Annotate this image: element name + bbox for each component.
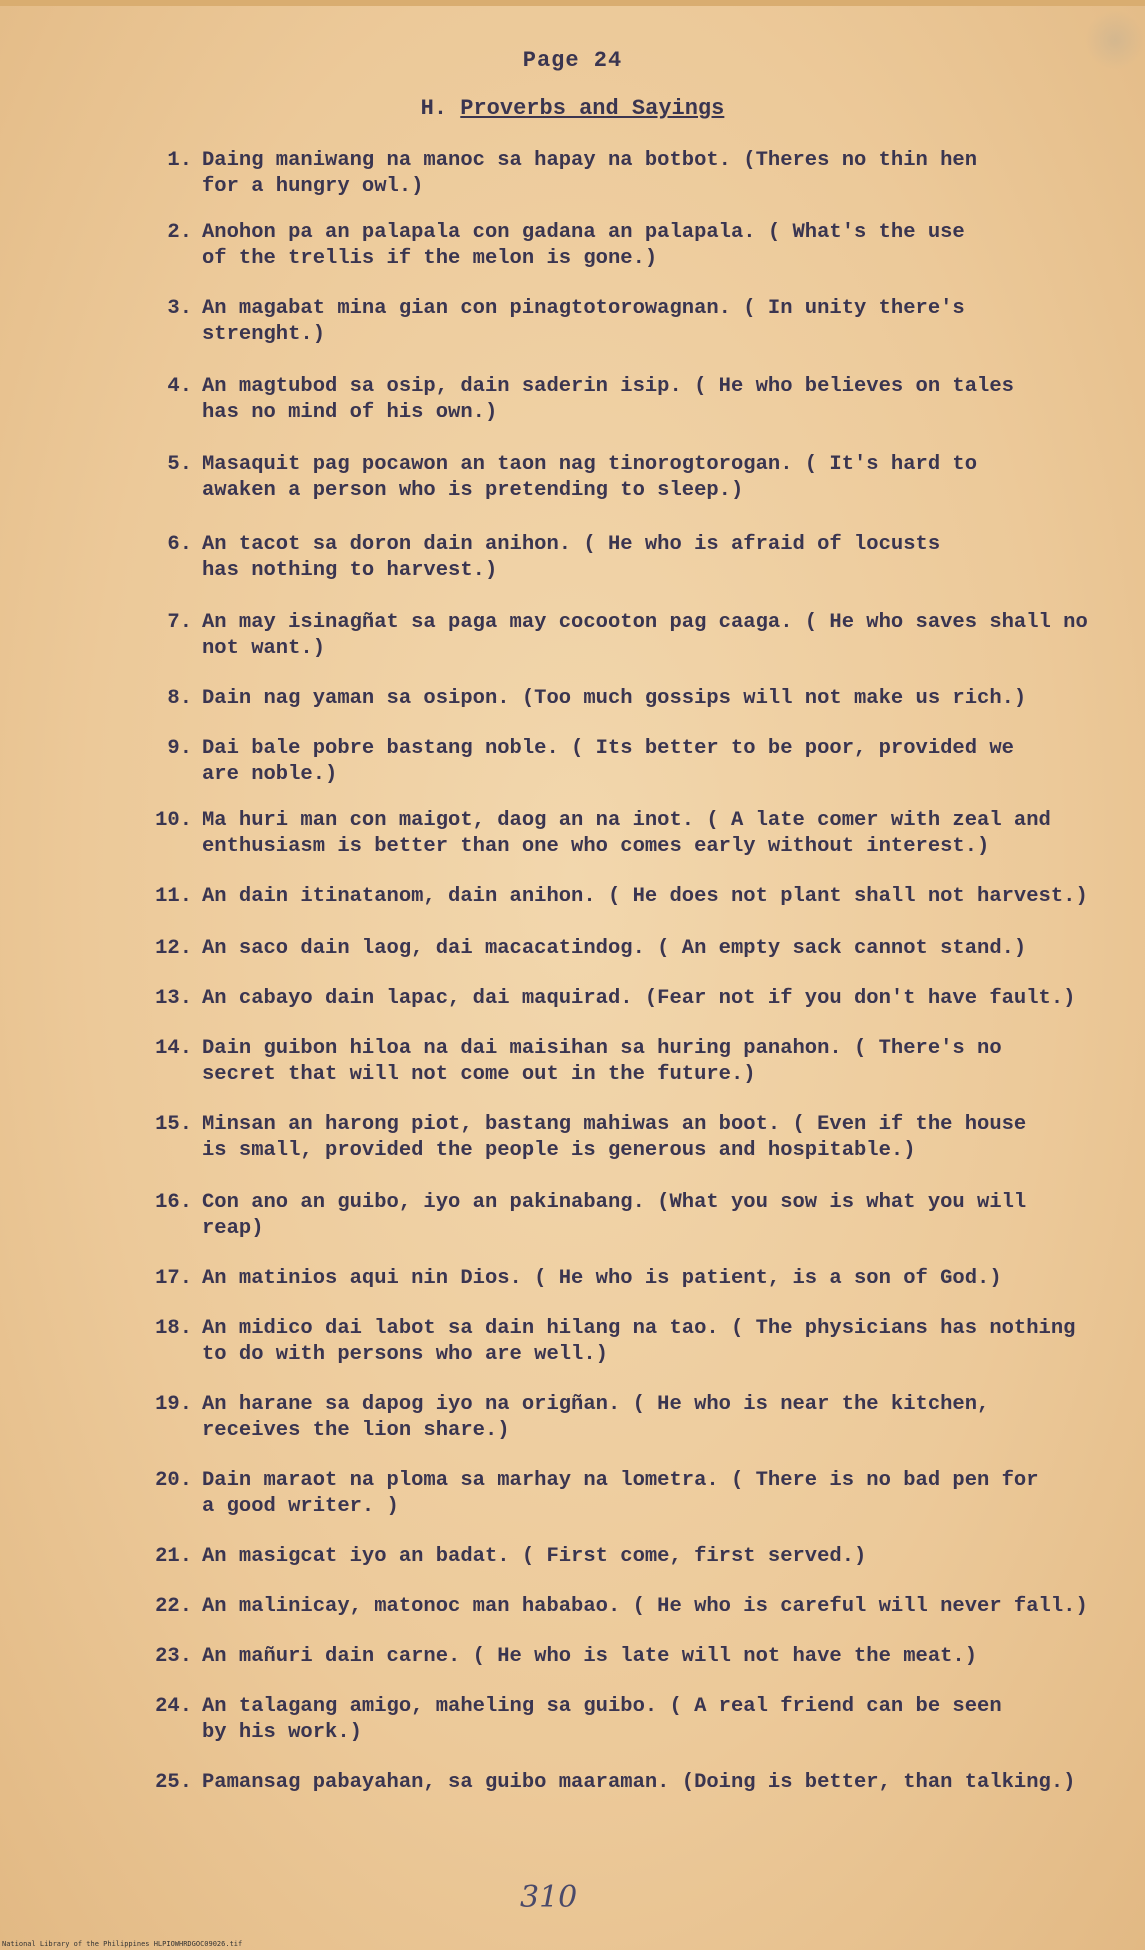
item-text: Dain nag yaman sa osipon. (Too much gossips will not make us rich.): [202, 687, 1027, 710]
handwritten-page-number: 310: [520, 1880, 578, 1915]
item-number: 6.: [167, 533, 192, 556]
list-item: [150, 1644, 1120, 1670]
item-number: 2.: [167, 221, 192, 244]
item-number: 23.: [155, 1645, 192, 1668]
item-number: 15.: [155, 1113, 192, 1136]
item-text: Pamansag pabayahan, sa guibo maaraman. (Doing is better, than talking.): [202, 1771, 1076, 1794]
item-number: 1.: [167, 149, 192, 172]
list-item: [150, 884, 1120, 910]
item-text: Con ano an guibo, iyo an pakinabang. (What you sow is what you will reap): [202, 1191, 1027, 1240]
page-top-edge: [0, 0, 1145, 6]
item-text: An magtubod sa osip, dain saderin isip. ( He who believes on tales has no mind of his own.): [202, 375, 1014, 424]
list-item: [150, 1316, 1120, 1368]
list-item: [150, 1468, 1120, 1520]
item-number: 3.: [167, 297, 192, 320]
list-item: [150, 1694, 1120, 1746]
item-text: An saco dain laog, dai macacatindog. ( An empty sack cannot stand.): [202, 937, 1027, 960]
section-letter: H.: [420, 96, 448, 121]
item-text: Ma huri man con maigot, daog an na inot. ( A late comer with zeal and enthusiasm is better than one who comes early without interest.): [202, 809, 1051, 858]
item-number: 13.: [155, 987, 192, 1010]
list-item: [150, 220, 1120, 272]
item-number: 25.: [155, 1771, 192, 1794]
list-item: [150, 1036, 1120, 1088]
list-item: [150, 610, 1120, 662]
item-text: An cabayo dain lapac, dai maquirad. (Fear not if you don't have fault.): [202, 987, 1076, 1010]
list-item: [150, 936, 1120, 962]
item-text: An mañuri dain carne. ( He who is late will not have the meat.): [202, 1645, 978, 1668]
list-item: [150, 1544, 1120, 1570]
item-text: Dain guibon hiloa na dai maisihan sa huring panahon. ( There's no secret that will not come out in the future.): [202, 1037, 1002, 1086]
list-item: [150, 374, 1120, 426]
item-text: An matinios aqui nin Dios. ( He who is patient, is a son of God.): [202, 1267, 1002, 1290]
list-item: [150, 148, 1120, 200]
item-text: Dai bale pobre bastang noble. ( Its better to be poor, provided we are noble.): [202, 737, 1014, 786]
item-text: An talagang amigo, maheling sa guibo. ( A real friend can be seen by his work.): [202, 1695, 1002, 1744]
list-item: [150, 1112, 1120, 1164]
item-number: 12.: [155, 937, 192, 960]
item-number: 22.: [155, 1595, 192, 1618]
item-number: 19.: [155, 1393, 192, 1416]
list-item: [150, 1392, 1120, 1444]
item-number: 7.: [167, 611, 192, 634]
list-item: [150, 296, 1120, 348]
item-number: 14.: [155, 1037, 192, 1060]
item-text: An magabat mina gian con pinagtotorowagnan. ( In unity there's strenght.): [202, 297, 965, 346]
list-item: [150, 986, 1120, 1012]
item-text: An tacot sa doron dain anihon. ( He who is afraid of locusts has nothing to harvest.): [202, 533, 941, 582]
item-number: 24.: [155, 1695, 192, 1718]
section-heading: [0, 96, 1145, 121]
item-text: Masaquit pag pocawon an taon nag tinorogtorogan. ( It's hard to awaken a person who is pretending to sleep.): [202, 453, 978, 502]
item-number: 5.: [167, 453, 192, 476]
item-text: An malinicay, matonoc man hababao. ( He who is careful will never fall.): [202, 1595, 1088, 1618]
list-item: [150, 686, 1120, 712]
list-item: [150, 452, 1120, 504]
item-number: 16.: [155, 1191, 192, 1214]
item-text: Anohon pa an palapala con gadana an palapala. ( What's the use of the trellis if the melon is gone.): [202, 221, 965, 270]
item-text: An dain itinatanom, dain anihon. ( He does not plant shall not harvest.): [202, 885, 1088, 908]
list-item: [150, 808, 1120, 860]
item-number: 9.: [167, 737, 192, 760]
item-text: An masigcat iyo an badat. ( First come, first served.): [202, 1545, 867, 1568]
item-number: 10.: [155, 809, 192, 832]
item-number: 11.: [155, 885, 192, 908]
archive-footer: National Library of the Philippines HLPIOWHRDGOC09026.tif: [2, 1940, 243, 1948]
item-number: 21.: [155, 1545, 192, 1568]
item-text: Daing maniwang na manoc sa hapay na botbot. (Theres no thin hen for a hungry owl.): [202, 149, 978, 198]
item-number: 8.: [167, 687, 192, 710]
item-number: 20.: [155, 1469, 192, 1492]
list-item: [150, 736, 1120, 788]
item-text: An harane sa dapog iyo na origñan. ( He who is near the kitchen, receives the lion share.): [202, 1393, 990, 1442]
item-text: Dain maraot na ploma sa marhay na lometra. ( There is no bad pen for a good writer. ): [202, 1469, 1039, 1518]
item-text: Minsan an harong piot, bastang mahiwas an boot. ( Even if the house is small, provided the people is generous and hospitable.): [202, 1113, 1027, 1162]
list-item: [150, 1770, 1120, 1796]
item-text: An may isinagñat sa paga may cocooton pag caaga. ( He who saves shall no not want.): [202, 611, 1088, 660]
item-text: An midico dai labot sa dain hilang na tao. ( The physicians has nothing to do with persons who are well.): [202, 1317, 1076, 1366]
item-number: 17.: [155, 1267, 192, 1290]
list-item: [150, 1594, 1120, 1620]
list-item: [150, 1190, 1120, 1242]
list-item: [150, 1266, 1120, 1292]
item-number: 18.: [155, 1317, 192, 1340]
section-title: Proverbs and Sayings: [460, 96, 725, 121]
page-label: Page 24: [522, 48, 623, 73]
item-number: 4.: [167, 375, 192, 398]
list-item: [150, 532, 1120, 584]
